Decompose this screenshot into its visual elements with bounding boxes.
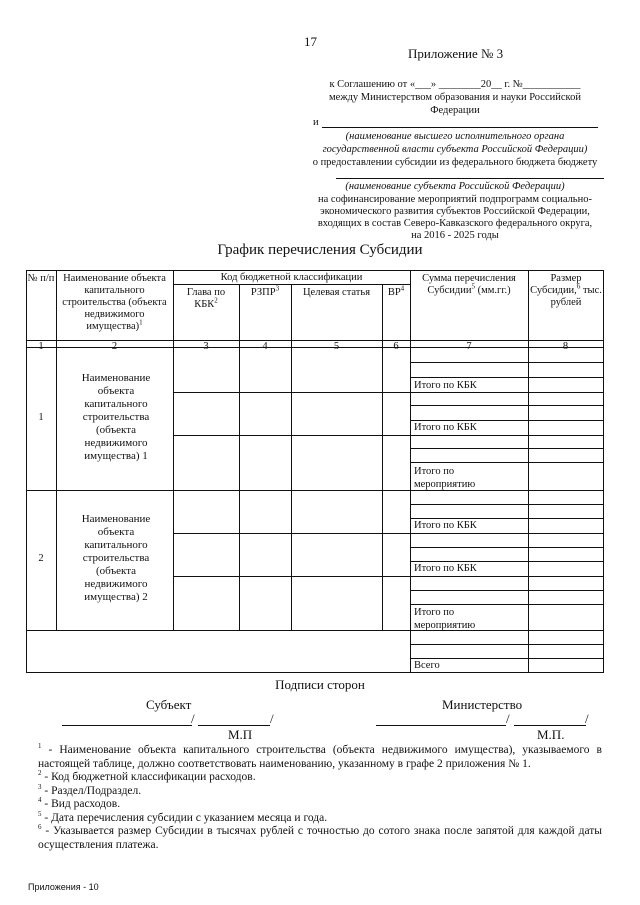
subject-signature-line bbox=[62, 725, 192, 726]
organ-note-2: государственной власти субъекта Российской Федерации) bbox=[322, 144, 588, 155]
footnotes bbox=[38, 744, 602, 852]
ministry-label: Министерство bbox=[442, 697, 523, 712]
col-number: 7 bbox=[466, 341, 472, 352]
col-number: 8 bbox=[562, 341, 569, 352]
footnote: $^1$ - Наименование объекта капитального строительства (объекта недвижимого имущества), указываемого в настоящей таблице, должно соответствовать наименованию, указанному в графе 2 приложения № 1. bbox=[38, 742, 602, 770]
col-header-size: Размер Субсидии,$^6$ тыс. рублей bbox=[530, 273, 602, 308]
object-name: Наименование объекта капитального строительства (объекта недвижимого имущества) 2 bbox=[81, 513, 151, 603]
object-no: 1 bbox=[38, 412, 44, 423]
federation-line: Федерации bbox=[430, 105, 480, 116]
total-kbk-label: Итого по КБК bbox=[414, 380, 477, 391]
agreement-line: к Соглашению от «___» ________20__ г. №___________ bbox=[329, 79, 581, 90]
col-header-glava: Глава по КБК$^2$ bbox=[186, 287, 226, 310]
col-header-sum: Сумма перечисления Субсидии$^5$ (мм.гг.) bbox=[422, 273, 516, 296]
subject-name-line bbox=[198, 725, 270, 726]
subject-label: Субъект bbox=[146, 697, 192, 712]
total-kbk-label: Итого по КБК bbox=[414, 520, 477, 531]
col-number: 3 bbox=[203, 341, 209, 352]
page-footer: Приложения - 10 bbox=[28, 882, 99, 892]
subject-stamp: М.П bbox=[228, 727, 253, 742]
col-number: 1 bbox=[38, 341, 44, 352]
footnote: $^3$ - Раздел/Подраздел. bbox=[38, 782, 142, 797]
total-kbk-label: Итого по КБК bbox=[414, 422, 477, 433]
appendix-title: Приложение № 3 bbox=[408, 46, 504, 61]
signatures-title: Подписи сторон bbox=[275, 677, 365, 692]
total-event-label: Итого по мероприятию bbox=[414, 607, 476, 631]
ministry-stamp: М.П. bbox=[537, 727, 565, 742]
footnote: $^2$ - Код бюджетной классификации расходов. bbox=[38, 769, 256, 783]
object-no: 2 bbox=[38, 553, 44, 564]
page-title: График перечисления Субсидии bbox=[217, 242, 423, 258]
cofin-line-4: на 2016 - 2025 годы bbox=[411, 230, 499, 241]
total-event-label: Итого по мероприятию bbox=[414, 466, 476, 490]
ministry-signature-line bbox=[376, 725, 506, 726]
col-header-cs: Целевая статья bbox=[302, 287, 371, 298]
total-kbk-label: Итого по КБК bbox=[414, 563, 477, 574]
col-number: 6 bbox=[393, 341, 399, 352]
between-line: между Министерством образования и науки Российской bbox=[329, 92, 581, 103]
and-word: и bbox=[313, 117, 319, 128]
cofin-line-2: экономического развития субъектов Российской Федерации, bbox=[320, 206, 590, 217]
object-name: Наименование объекта капитального строительства (объекта недвижимого имущества) 1 bbox=[81, 372, 151, 462]
col-number: 5 bbox=[333, 341, 340, 352]
subject-note: (наименование субъекта Российской Федерации) bbox=[345, 181, 565, 192]
cofin-line-3: входящих в состав Северо-Кавказского федерального округа, bbox=[317, 218, 593, 229]
col-header-rzpr: РЗПР$^3$ bbox=[250, 284, 280, 298]
footnote: $^4$ - Вид расходов. bbox=[38, 796, 121, 810]
col-header-name: Наименование объекта капитального строительства (объекта недвижимого имущества)$^1$ bbox=[62, 273, 167, 332]
page-number: 17 bbox=[304, 34, 317, 49]
col-header-vr: $ВР^4$ bbox=[387, 284, 405, 298]
cofin-line-1: на софинансирование мероприятий подпрограмм социально- bbox=[318, 194, 592, 205]
ministry-name-line bbox=[514, 725, 586, 726]
col-header-no: № п/п bbox=[27, 273, 55, 284]
footnote: $^5$ - Дата перечисления субсидии с указанием месяца и года. bbox=[38, 809, 328, 824]
col-header-kbk-group: Код бюджетной классификации bbox=[220, 272, 363, 283]
col-number: 4 bbox=[262, 341, 268, 352]
organ-note-1: (наименование высшего исполнительного органа bbox=[345, 131, 565, 142]
col-number: 2 bbox=[111, 341, 118, 352]
footnote: $^6$ - Указывается размер Субсидии в тысячах рублей с точностью до сотого знака после запятой для каждой даты осуществления платежа. bbox=[38, 823, 602, 851]
grand-total-label: Всего bbox=[414, 660, 440, 671]
subsidy-line: о предоставлении субсидии из федерального бюджета бюджету bbox=[312, 157, 598, 168]
